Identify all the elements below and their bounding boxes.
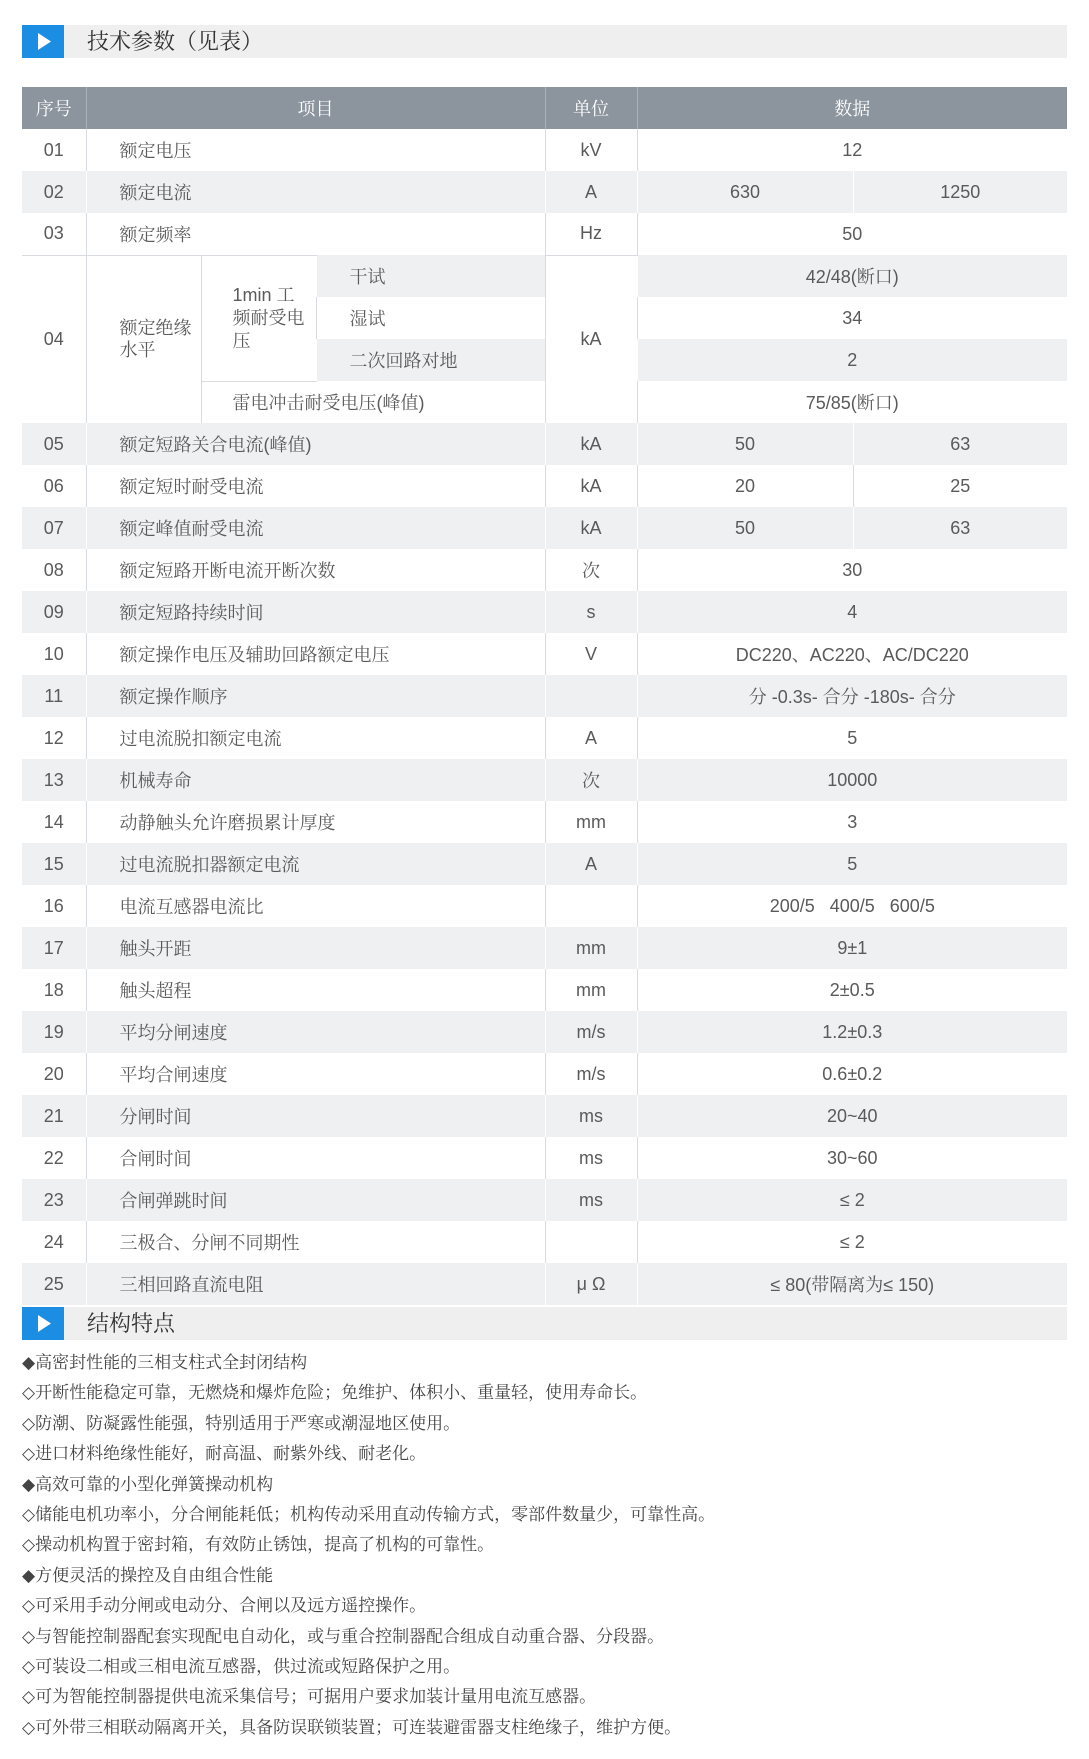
row-item: 额定短路开断电流开断次数 [86,549,545,591]
row-number: 08 [43,559,64,580]
row-value: ≤ 2 [637,1179,1067,1221]
row-unit: A [545,843,637,885]
row-number: 07 [22,507,86,549]
row-number: 22 [43,1147,64,1168]
row-value: 0.6±0.2 [637,1053,1067,1095]
row-item: 电流互感器电流比 [86,885,545,927]
row-value: 3 [637,801,1067,843]
column-header-no: 序号 [22,87,86,129]
table-row [22,507,1067,549]
feature-list [22,1348,1067,1743]
row-value: 分 -0.3s- 合分 -180s- 合分 [637,675,1067,717]
list-item: ◇可采用手动分闸或电动分、合闸以及远方遥控操作。 [22,1596,427,1616]
table-row [22,255,1067,297]
row-number: 18 [43,979,64,1000]
list-item: ◇可外带三相联动隔离开关，具备防误联锁装置；可连装避雷器支柱绝缘子，维护方便。 [22,1717,682,1737]
row-item: 平均合闸速度 [86,1053,545,1095]
table-row [22,843,1067,885]
table-row [22,465,1067,507]
row-item: 触头超程 [86,969,545,1011]
row-number: 02 [22,171,86,213]
row-unit: kA [545,255,637,423]
row-number: 20 [43,1063,64,1084]
row-value: 9±1 [637,927,1067,969]
row-unit: m/s [545,1053,637,1095]
row-unit: A [545,717,637,759]
row-unit [545,885,637,927]
list-item: ◆高密封性能的三相支柱式全封闭结构 [22,1353,308,1372]
row-number: 14 [43,811,64,832]
row-unit: kA [545,507,637,549]
row-number: 24 [43,1231,64,1252]
row-subitem: 雷电冲击耐受电压(峰值) [201,381,545,423]
row-item: 三极合、分闸不同期性 [86,1221,545,1263]
row-item: 过电流脱扣额定电流 [86,717,545,759]
row-value-left: 630 [637,171,853,213]
play-icon [22,1307,64,1340]
row-unit: μ Ω [545,1263,637,1305]
row-item: 额定短路关合电流(峰值) [86,423,545,465]
row-value: 34 [637,297,1067,339]
table-row [22,801,1067,843]
row-item: 触头开距 [86,927,545,969]
row-unit: V [545,633,637,675]
row-number: 11 [22,675,86,717]
row-number: 13 [22,759,86,801]
row-number: 10 [43,643,64,664]
row-unit: 次 [545,549,637,591]
row-unit: Hz [545,213,637,255]
row-value: 30 [637,549,1067,591]
row-item-label: 额定绝缘水平 [119,318,192,361]
row-unit: kA [545,465,637,507]
row-unit: kV [545,129,637,171]
row-value: 12 [637,129,1067,171]
row-unit [545,675,637,717]
row-subitem: 二次回路对地 [316,339,545,381]
row-value: 30~60 [637,1137,1067,1179]
row-number: 06 [43,475,64,496]
section-header-features [22,1307,1067,1340]
list-item: ◇进口材料绝缘性能好，耐高温、耐紫外线、耐老化。 [22,1444,427,1464]
row-value: DC220、AC220、AC/DC220 [637,633,1067,675]
row-unit: mm [545,969,637,1011]
row-subitem: 干试 [316,255,545,297]
row-value-right: 63 [853,507,1067,549]
row-unit: m/s [545,1011,637,1053]
row-value-left: 20 [637,465,853,507]
row-unit: ms [545,1095,637,1137]
row-value: ≤ 80(带隔离为≤ 150) [637,1263,1067,1305]
table-row [22,969,1067,1011]
row-item: 额定电流 [86,171,545,213]
table-header-row [22,87,1067,129]
list-item: ◇操动机构置于密封箱，有效防止锈蚀，提高了机构的可靠性。 [22,1535,495,1555]
list-item: ◇储能电机功率小，分合闸能耗低；机构传动采用直动传输方式，零部件数量少，可靠性高。 [22,1504,716,1524]
row-unit: s [545,591,637,633]
list-item: ◇可装设二相或三相电流互感器，供过流或短路保护之用。 [22,1656,461,1676]
list-item: ◆高效可靠的小型化弹簧操动机构 [22,1474,274,1494]
row-item: 额定短时耐受电流 [86,465,545,507]
row-value: 4 [637,591,1067,633]
row-value: 5 [637,843,1067,885]
table-row [22,1095,1067,1137]
table-row [22,633,1067,675]
row-number: 04 [22,255,86,423]
table-row [22,549,1067,591]
row-number: 19 [22,1011,86,1053]
row-item: 动静触头允许磨损累计厚度 [86,801,545,843]
table-row [22,759,1067,801]
list-item: ◇开断性能稳定可靠，无燃烧和爆炸危险；免维护、体积小、重量轻，使用寿命长。 [22,1383,648,1403]
section-title-features: 结构特点 [87,1311,176,1336]
row-value: 2±0.5 [637,969,1067,1011]
row-item: 合闸时间 [86,1137,545,1179]
row-number: 17 [22,927,86,969]
row-unit: ms [545,1137,637,1179]
table-row [22,171,1067,213]
row-value-left: 50 [637,423,853,465]
row-item: 三相回路直流电阻 [86,1263,545,1305]
row-value: 5 [637,717,1067,759]
row-value: 1.2±0.3 [637,1011,1067,1053]
row-number: 12 [43,727,64,748]
list-item: ◇与智能控制器配套实现配电自动化，或与重合控制器配合组成自动重合器、分段器。 [22,1626,665,1646]
row-item: 额定频率 [86,213,545,255]
row-number: 01 [43,139,64,160]
row-number: 09 [22,591,86,633]
row-number: 23 [22,1179,86,1221]
row-value-right: 1250 [853,171,1067,213]
table-row [22,1053,1067,1095]
row-item: 合闸弹跳时间 [86,1179,545,1221]
row-item: 分闸时间 [86,1095,545,1137]
row-unit: kA [545,423,637,465]
row-number: 15 [22,843,86,885]
table-row [22,1179,1067,1221]
row-item: 额定操作电压及辅助回路额定电压 [86,633,545,675]
row-item: 额定电压 [86,129,545,171]
table-row [22,1263,1067,1305]
table-row [22,927,1067,969]
row-value: 10000 [637,759,1067,801]
list-item: ◇防潮、防凝露性能强，特别适用于严寒或潮湿地区使用。 [22,1413,461,1433]
column-header-data: 数据 [637,87,1067,129]
row-unit: A [545,171,637,213]
row-value: 42/48(断口) [637,255,1067,297]
list-item: ◇可为智能控制器提供电流采集信号；可据用户要求加装计量用电流互感器。 [22,1687,597,1707]
table-row [22,591,1067,633]
row-value: ≤ 2 [637,1221,1067,1263]
table-row [22,717,1067,759]
row-unit [545,1221,637,1263]
row-subgroup-label: 1min 工频耐受电压 [232,284,305,351]
row-item: 平均分闸速度 [86,1011,545,1053]
row-number: 05 [22,423,86,465]
table-row [22,675,1067,717]
row-value-right: 25 [853,465,1067,507]
row-value: 20~40 [637,1095,1067,1137]
row-unit: ms [545,1179,637,1221]
row-unit: 次 [545,759,637,801]
table-row [22,423,1067,465]
list-item: ◆方便灵活的操控及自由组合性能 [22,1565,274,1585]
table-row [22,213,1067,255]
row-number: 16 [43,895,64,916]
column-header-unit: 单位 [545,87,637,129]
column-header-item: 项目 [86,87,545,129]
row-number: 21 [22,1095,86,1137]
row-value: 200/5 400/5 600/5 [637,885,1067,927]
row-item: 额定短路持续时间 [86,591,545,633]
section-title-specs: 技术参数（见表） [87,29,264,54]
row-value-left: 50 [637,507,853,549]
play-icon [22,25,64,58]
table-row [22,1137,1067,1179]
row-value-right: 63 [853,423,1067,465]
section-header-specs [22,25,1067,58]
row-item: 过电流脱扣器额定电流 [86,843,545,885]
row-value: 50 [637,213,1067,255]
row-item: 额定峰值耐受电流 [86,507,545,549]
row-item: 额定操作顺序 [86,675,545,717]
table-row [22,1011,1067,1053]
table-row [22,1221,1067,1263]
row-number: 25 [22,1263,86,1305]
table-row [22,129,1067,171]
row-item [86,255,201,423]
row-value: 2 [637,339,1067,381]
row-unit: mm [545,927,637,969]
table-row [22,885,1067,927]
row-item: 机械寿命 [86,759,545,801]
row-number: 03 [43,223,64,244]
row-subgroup [201,255,316,381]
row-value: 75/85(断口) [637,381,1067,423]
spec-table [22,87,1067,1305]
row-unit: mm [545,801,637,843]
row-subitem: 湿试 [316,297,545,339]
